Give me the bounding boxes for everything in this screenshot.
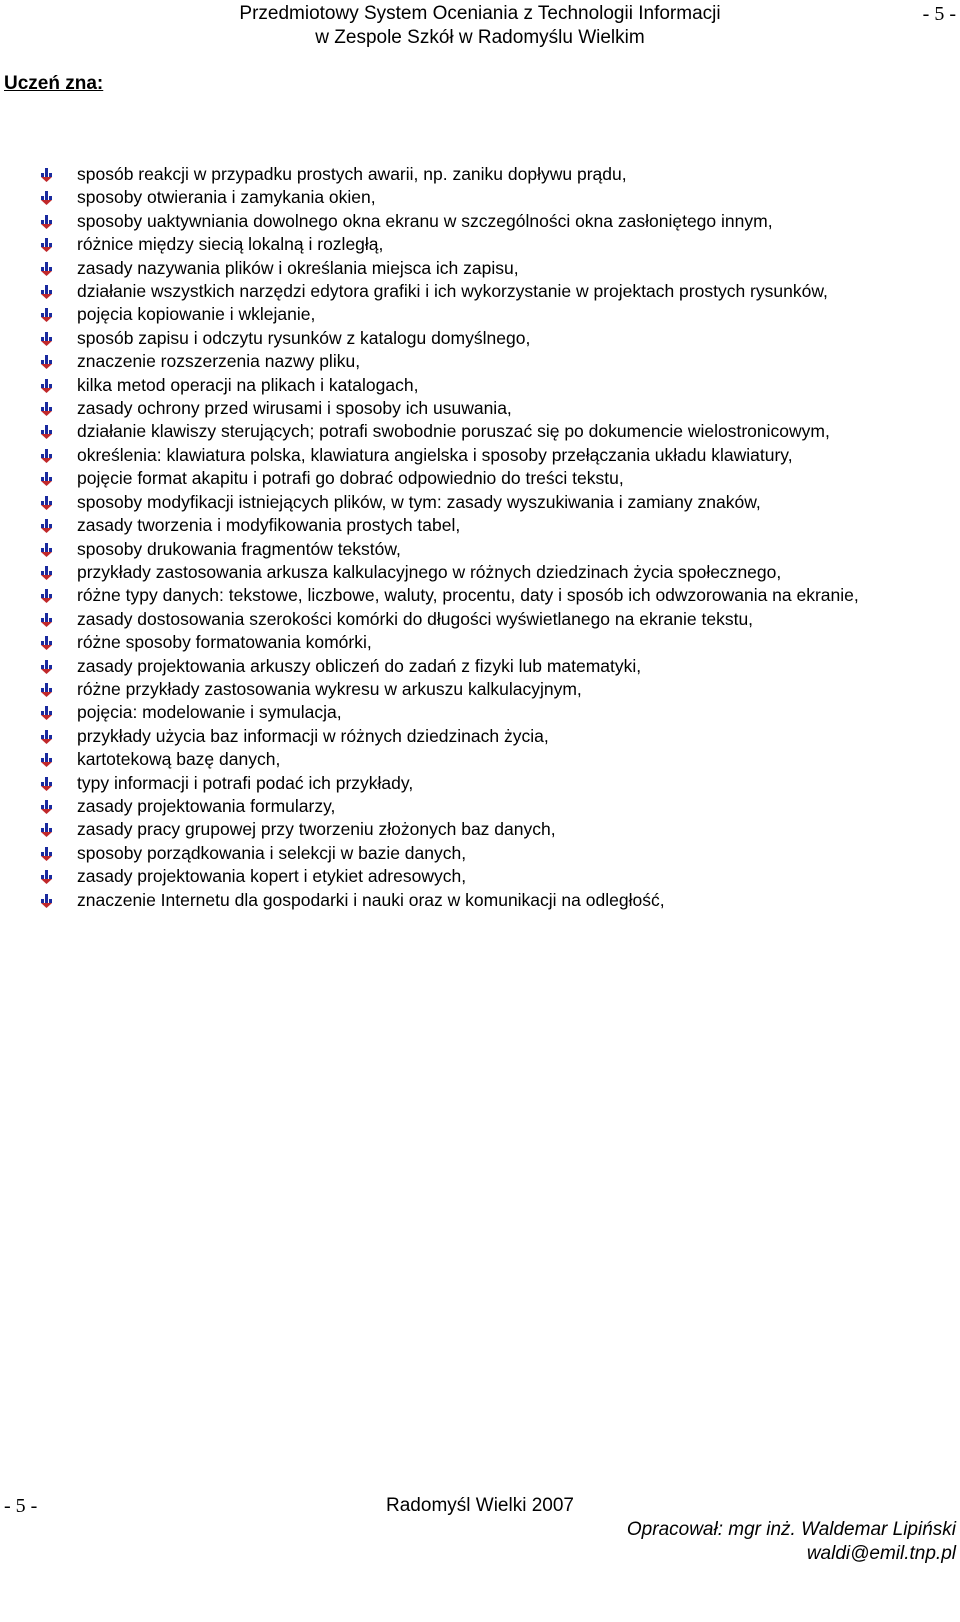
down-arrow-bullet-icon xyxy=(40,262,54,276)
down-arrow-bullet-icon xyxy=(40,355,54,369)
page-header xyxy=(0,0,960,48)
list-item xyxy=(40,491,940,514)
down-arrow-bullet-icon xyxy=(40,870,54,884)
down-arrow-bullet-icon xyxy=(40,683,54,697)
list-item xyxy=(40,257,940,280)
list-item-text: określenia: klawiatura polska, klawiatura angielska i sposoby przełączania układu klawiatury, xyxy=(77,444,793,465)
list-item-text: zasady projektowania formularzy, xyxy=(77,795,336,816)
list-item-text: sposoby porządkowania i selekcji w bazie danych, xyxy=(77,842,467,863)
list-item xyxy=(40,350,940,373)
list-item-text: kartotekową bazę danych, xyxy=(77,749,281,770)
list-item xyxy=(40,467,940,490)
list-item xyxy=(40,420,940,443)
list-item-text: sposoby drukowania fragmentów tekstów, xyxy=(77,538,401,559)
list-item xyxy=(40,772,940,795)
header-title-line2: w Zespole Szkół w Radomyślu Wielkim xyxy=(315,27,645,48)
list-item-text: przykłady użycia baz informacji w różnych dziedzinach życia, xyxy=(77,725,549,746)
list-item xyxy=(40,584,940,607)
list-item xyxy=(40,233,940,256)
list-item-text: różne przykłady zastosowania wykresu w arkuszu kalkulacyjnym, xyxy=(77,678,582,699)
down-arrow-bullet-icon xyxy=(40,823,54,837)
down-arrow-bullet-icon xyxy=(40,308,54,322)
page-footer xyxy=(0,1490,960,1622)
list-item-text: różne typy danych: tekstowe, liczbowe, waluty, procentu, daty i sposób ich odwzorowania na ekranie, xyxy=(77,585,859,606)
down-arrow-bullet-icon xyxy=(40,285,54,299)
list-item-text: zasady ochrony przed wirusami i sposoby ich usuwania, xyxy=(77,398,512,419)
list-item-text: zasady pracy grupowej przy tworzeniu złożonych baz danych, xyxy=(77,819,556,840)
list-item xyxy=(40,608,940,631)
list-item-text: zasady dostosowania szerokości komórki do długości wyświetlanego na ekranie tekstu, xyxy=(77,608,754,629)
down-arrow-bullet-icon xyxy=(40,753,54,767)
down-arrow-bullet-icon xyxy=(40,800,54,814)
list-item-text: znaczenie rozszerzenia nazwy pliku, xyxy=(77,351,361,372)
down-arrow-bullet-icon xyxy=(40,847,54,861)
down-arrow-bullet-icon xyxy=(40,332,54,346)
list-item xyxy=(40,538,940,561)
list-item-text: różne sposoby formatowania komórki, xyxy=(77,632,372,653)
down-arrow-bullet-icon xyxy=(40,238,54,252)
down-arrow-bullet-icon xyxy=(40,215,54,229)
list-item-text: zasady projektowania kopert i etykiet adresowych, xyxy=(77,866,467,887)
list-item-text: sposoby uaktywniania dowolnego okna ekranu w szczególności okna zasłoniętego innym, xyxy=(77,210,773,231)
list-item-text: zasady tworzenia i modyfikowania prostych tabel, xyxy=(77,515,461,536)
down-arrow-bullet-icon xyxy=(40,589,54,603)
down-arrow-bullet-icon xyxy=(40,519,54,533)
list-item-text: zasady nazywania plików i określania miejsca ich zapisu, xyxy=(77,257,519,278)
footer-place-year: Radomyśl Wielki 2007 xyxy=(386,1495,574,1516)
list-item xyxy=(40,374,940,397)
list-item xyxy=(40,748,940,771)
list-item xyxy=(40,303,940,326)
down-arrow-bullet-icon xyxy=(40,730,54,744)
down-arrow-bullet-icon xyxy=(40,660,54,674)
down-arrow-bullet-icon xyxy=(40,543,54,557)
list-item xyxy=(40,280,940,303)
section-heading: Uczeń zna: xyxy=(4,73,104,94)
list-item xyxy=(40,678,940,701)
list-item-text: sposoby otwierania i zamykania okien, xyxy=(77,187,376,208)
list-item-text: działanie klawiszy sterujących; potrafi swobodnie poruszać się po dokumencie wielostronicowym, xyxy=(77,421,830,442)
down-arrow-bullet-icon xyxy=(40,566,54,580)
down-arrow-bullet-icon xyxy=(40,402,54,416)
list-item-text: przykłady zastosowania arkusza kalkulacyjnego w różnych dziedzinach życia społecznego, xyxy=(77,561,782,582)
down-arrow-bullet-icon xyxy=(40,472,54,486)
header-title-line1: Przedmiotowy System Oceniania z Technologii Informacji xyxy=(239,3,721,24)
header-title xyxy=(0,2,960,50)
down-arrow-bullet-icon xyxy=(40,425,54,439)
list-item-text: pojęcia kopiowanie i wklejanie, xyxy=(77,304,316,325)
footer-page-number: - 5 - xyxy=(4,1495,38,1517)
down-arrow-bullet-icon xyxy=(40,636,54,650)
list-item xyxy=(40,725,940,748)
header-page-number: - 5 - xyxy=(922,3,956,25)
list-item xyxy=(40,818,940,841)
list-item-text: sposób zapisu i odczytu rysunków z katalogu domyślnego, xyxy=(77,327,531,348)
down-arrow-bullet-icon xyxy=(40,379,54,393)
list-item xyxy=(40,842,940,865)
list-item xyxy=(40,163,940,186)
down-arrow-bullet-icon xyxy=(40,191,54,205)
list-item xyxy=(40,889,940,912)
list-item xyxy=(40,655,940,678)
footer-email: waldi@emil.tnp.pl xyxy=(806,1543,956,1564)
list-item xyxy=(40,397,940,420)
list-item xyxy=(40,210,940,233)
list-item xyxy=(40,561,940,584)
list-item-text: kilka metod operacji na plikach i katalogach, xyxy=(77,374,419,395)
list-item xyxy=(40,514,940,537)
list-item xyxy=(40,186,940,209)
list-item xyxy=(40,865,940,888)
down-arrow-bullet-icon xyxy=(40,613,54,627)
down-arrow-bullet-icon xyxy=(40,706,54,720)
footer-author: Opracował: mgr inż. Waldemar Lipiński xyxy=(626,1519,956,1540)
down-arrow-bullet-icon xyxy=(40,449,54,463)
list-item-text: zasady projektowania arkuszy obliczeń do zadań z fizyki lub matematyki, xyxy=(77,655,642,676)
bullet-list xyxy=(40,163,940,912)
down-arrow-bullet-icon xyxy=(40,168,54,182)
list-item-text: typy informacji i potrafi podać ich przykłady, xyxy=(77,772,414,793)
list-item xyxy=(40,795,940,818)
list-item xyxy=(40,444,940,467)
list-item-text: pojęcia: modelowanie i symulacja, xyxy=(77,702,342,723)
list-item-text: działanie wszystkich narzędzi edytora grafiki i ich wykorzystanie w projektach prostych rysunków, xyxy=(77,281,828,302)
list-item xyxy=(40,327,940,350)
list-item-text: sposób reakcji w przypadku prostych awarii, np. zaniku dopływu prądu, xyxy=(77,164,627,184)
list-item-text: różnice między siecią lokalną i rozległą, xyxy=(77,234,384,255)
list-item-text: sposoby modyfikacji istniejących plików, w tym: zasady wyszukiwania i zamiany znaków, xyxy=(77,491,761,512)
list-item-text: znaczenie Internetu dla gospodarki i nauki oraz w komunikacji na odległość, xyxy=(77,889,665,910)
down-arrow-bullet-icon xyxy=(40,777,54,791)
down-arrow-bullet-icon xyxy=(40,894,54,908)
list-item-text: pojęcie format akapitu i potrafi go dobrać odpowiednio do treści tekstu, xyxy=(77,468,624,489)
down-arrow-bullet-icon xyxy=(40,496,54,510)
list-item xyxy=(40,631,940,654)
list-item xyxy=(40,701,940,724)
